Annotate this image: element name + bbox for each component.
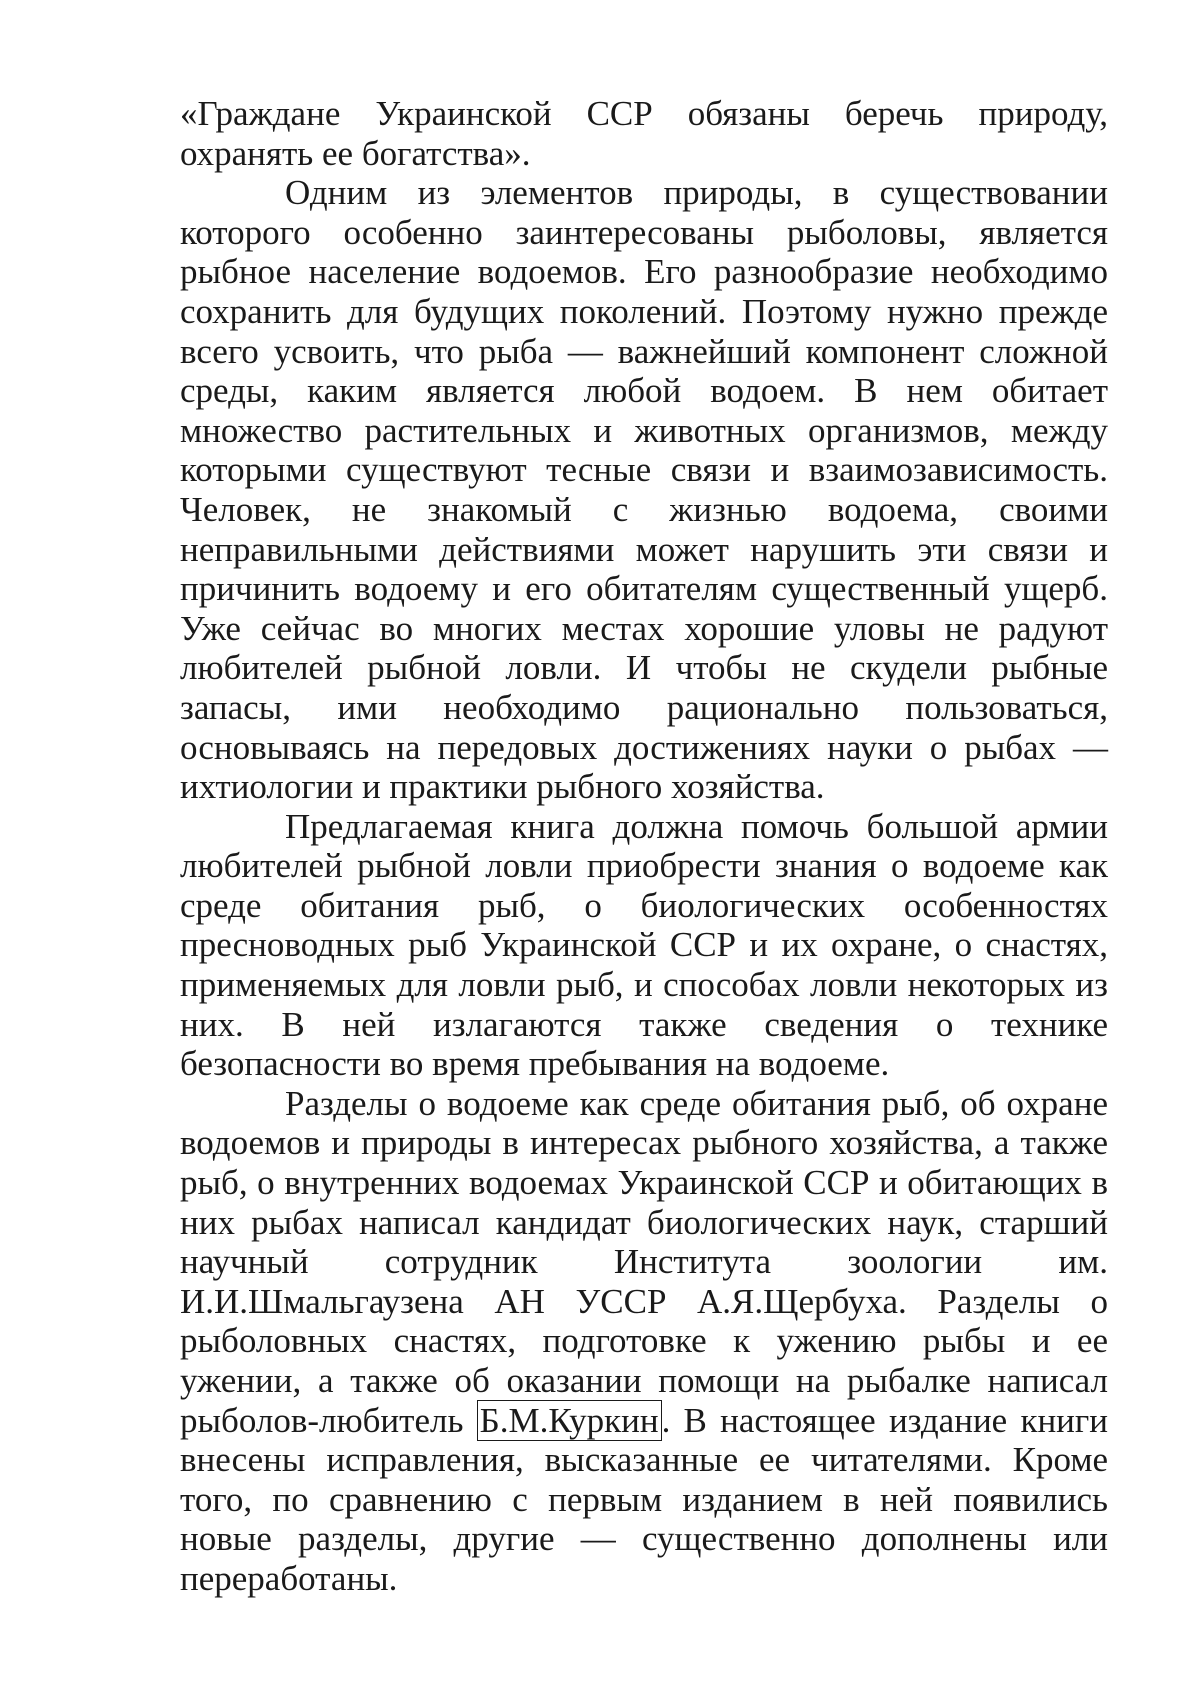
paragraph-book-purpose: Предлагаемая книга должна помочь большой армии любителей рыбной ловли приобрести знания о водоеме как среде обитания рыб, о биологических особенностях пресноводных рыб Украинской ССР и их охране, о снастях, применяемых для ловли рыб, и способах ловли некоторых из них. В ней излагаются также сведения о технике безопасности во время пребывания на водоеме.: [180, 807, 1108, 1084]
authors-text-before: Разделы о водоеме как среде обитания рыб, об охране водоемов и природы в интересах рыбного хозяйства, а также рыб, о внутренних водоемах Украинской ССР и обитающих в них рыбах написал кандидат биологических наук, старший научный сотрудник Института зоологии им. И.И.Шмальгаузена АН УССР А.Я.Щербуха. Разделы о рыболовных снастях, подготовке к ужению рыбы и ее ужении, а также об оказании помощи на рыбалке написал рыболов-любитель: [180, 1084, 1108, 1440]
paragraph-authors: [180, 1084, 1108, 1599]
boxed-author-name: Б.М.Куркин: [477, 1400, 662, 1441]
document-page: [180, 94, 1108, 1599]
paragraph-nature-elements: Одним из элементов природы, в существовании которого особенно заинтересованы рыболовы, является рыбное население водоемов. Его разнообразие необходимо сохранить для будущих поколений. Поэтому нужно прежде всего усвоить, что рыба — важнейший компонент сложной среды, каким является любой водоем. В нем обитает множество растительных и животных организмов, между которыми существуют тесные связи и взаимозависимость. Человек, не знакомый с жизнью водоема, своими неправильными действиями может нарушить эти связи и причинить водоему и его обитателям существенный ущерб. Уже сейчас во многих местах хорошие уловы не радуют любителей рыбной ловли. И чтобы не скудели рыбные запасы, ими необходимо рационально пользоваться, основываясь на передовых достижениях науки о рыбах — ихтиологии и практики рыбного хозяйства.: [180, 173, 1108, 807]
paragraph-quote: «Граждане Украинской ССР обязаны беречь природу, охранять ее богатства».: [180, 94, 1108, 173]
authors-text-after: . В настоящее издание книги внесены исправления, высказанные ее читателями. Кроме того, по сравнению с первым изданием в ней появились новые разделы, другие — существенно дополнены или переработаны.: [180, 1401, 1108, 1598]
